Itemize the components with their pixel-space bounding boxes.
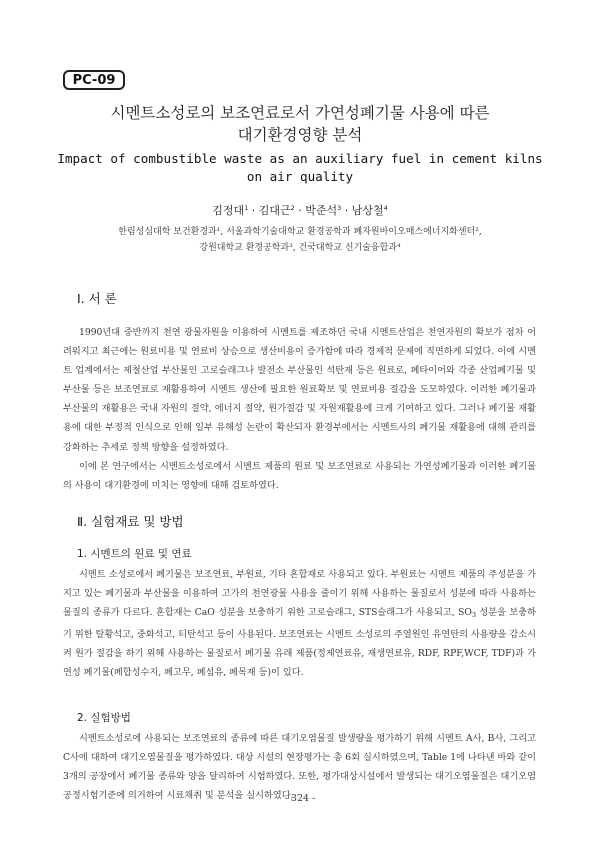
page-number: - 324 - [284,793,316,804]
korean-title-line1: 시멘트소성로의 보조연료로서 가연성폐기물 사용에 따른 [110,104,490,122]
paragraph-text-part: 성분을 보충하기 위한 탈황석고, 중화석고, 티탄석고 등이 사용된다. 보조연료는 시멘트 소성로의 주열원인 유연탄의 사용량을 감소시켜 원가 절감을 하기 위해 사용하는 물질로서 폐기물 유래 제품(정제연료유, 재생연료유, RDF, RPF,WCF, TDF)과 가연성 폐기물(폐합성수지, 폐고무, 폐섬유, 폐목재 등)이 있다. [63,607,536,679]
section-heading-methods: Ⅱ. 실험재료 및 방법 [77,514,184,529]
author-affil-mark: 1 [244,204,249,212]
author-name: 박준석 [305,204,338,217]
english-title-line2: on air quality [246,169,354,184]
chemical-subscript: 3 [471,611,477,620]
author-affil-mark: 3 [337,204,342,212]
english-title-line1: Impact of combustible waste as an auxiliary fuel in cement kilns [57,151,543,166]
paragraph-text [63,565,536,683]
raw-materials-paragraph [63,565,536,683]
paper-code-badge: PC-09 [63,70,125,90]
author-list [0,202,600,218]
affiliations-line1: 한림성심대학 보건환경과¹, 서울과학기술대학교 환경공학과 폐자원바이오매스에너지화센터², [118,227,482,237]
affiliations-line2: 강원대학교 환경공학과³, 건국대학교 신기술융합과⁴ [199,243,401,253]
author-separator: · [341,204,352,217]
introduction-paragraph-2 [63,457,536,495]
paragraph-text: 이에 본 연구에서는 시멘트소성로에서 시멘트 제품의 원료 및 보조연료로 사용되는 가연성폐기물과 이러한 폐기물의 사용이 대기환경에 미치는 영향에 대해 검토하였다. [63,461,536,492]
subsection-heading-raw-materials: 1. 시멘트의 원료 및 연료 [77,548,192,560]
korean-title-line2: 대기환경영향 분석 [237,126,363,144]
author-name: 김대근 [258,204,291,217]
paragraph-text-part: 시멘트 소성로에서 폐기물은 보조연료, 부원료, 기타 혼합재로 사용되고 있다. 부원료는 시멘트 제품의 주성분을 가지고 있는 폐기물과 부산물을 이용하여 고가의 천연광물 사용을 줄이기 위해 사용하는 물질로서 성분에 따라 사용하는 물질의 종류가 다르다. 혼합재는 CaO 성분을 보충하기 위한 고로슬래그, STS슬래그가 사용되고, SO [63,569,536,619]
paragraph-text: 시멘트소성로에 사용되는 보조연료의 종류에 따른 대기오염물질 발생량을 평가하기 위해 시멘트 A사, B사, 그리고 C사에 대하여 대기오염물질을 평가하였다. 대상 시설의 현장평가는 총 6회 실시하였으며, Table 1에 나타낸 바와 같이 3개의 공장에서 폐기물 종류와 양을 달리하여 시험하였다. 또한, 평가대상시설에서 발생되는 대기오염물질은 대기오염공정시험기준에 의거하여 시료채취 및 분석을 실시하였다. [63,733,536,802]
author-separator: · [294,204,306,217]
author-name: 김정대 [212,204,245,217]
author-separator: · [248,204,259,217]
introduction-paragraph-1 [63,323,536,457]
paragraph-text: 1990년대 중반까지 천연 광물자원을 이용하여 시멘트를 제조하던 국내 시멘트산업은 천연자원의 확보가 점차 어려워지고 최근에는 원료비용 및 연료비 상승으로 생산비용이 증가함에 따라 경제적 문제에 직면하게 되었다. 이에 시멘트 업계에서는 제철산업 부산물인 고로슬래그나 발전소 부산물인 석탄재 등은 원료로, 폐타이어와 각종 산업폐기물 및 부산물 등은 보조연료로 재활용하여 시멘트 생산에 필요한 원료확보 및 연료비용 절감을 도모하였다. 이러한 폐기물과 부산물의 재활용은 국내 자원의 절약, 에너지 절약, 원가절감 및 자원재활용에 크게 기여하고 있다. 그러나 폐기물 재활용에 대한 부정적 인식으로 인해 일부 유해성 논란이 확산되자 환경부에서는 시멘트사의 폐기물 재활용에 대해 관리를 강화하는 추세로 정책 방향을 설정하였다. [63,327,536,453]
author-affil-mark: 2 [290,204,295,212]
author-name: 남상철 [351,204,384,217]
section-heading-introduction: Ⅰ. 서 론 [77,291,117,306]
author-affil-mark: 4 [383,204,388,212]
subsection-heading-experimental-method: 2. 실험방법 [77,712,131,724]
